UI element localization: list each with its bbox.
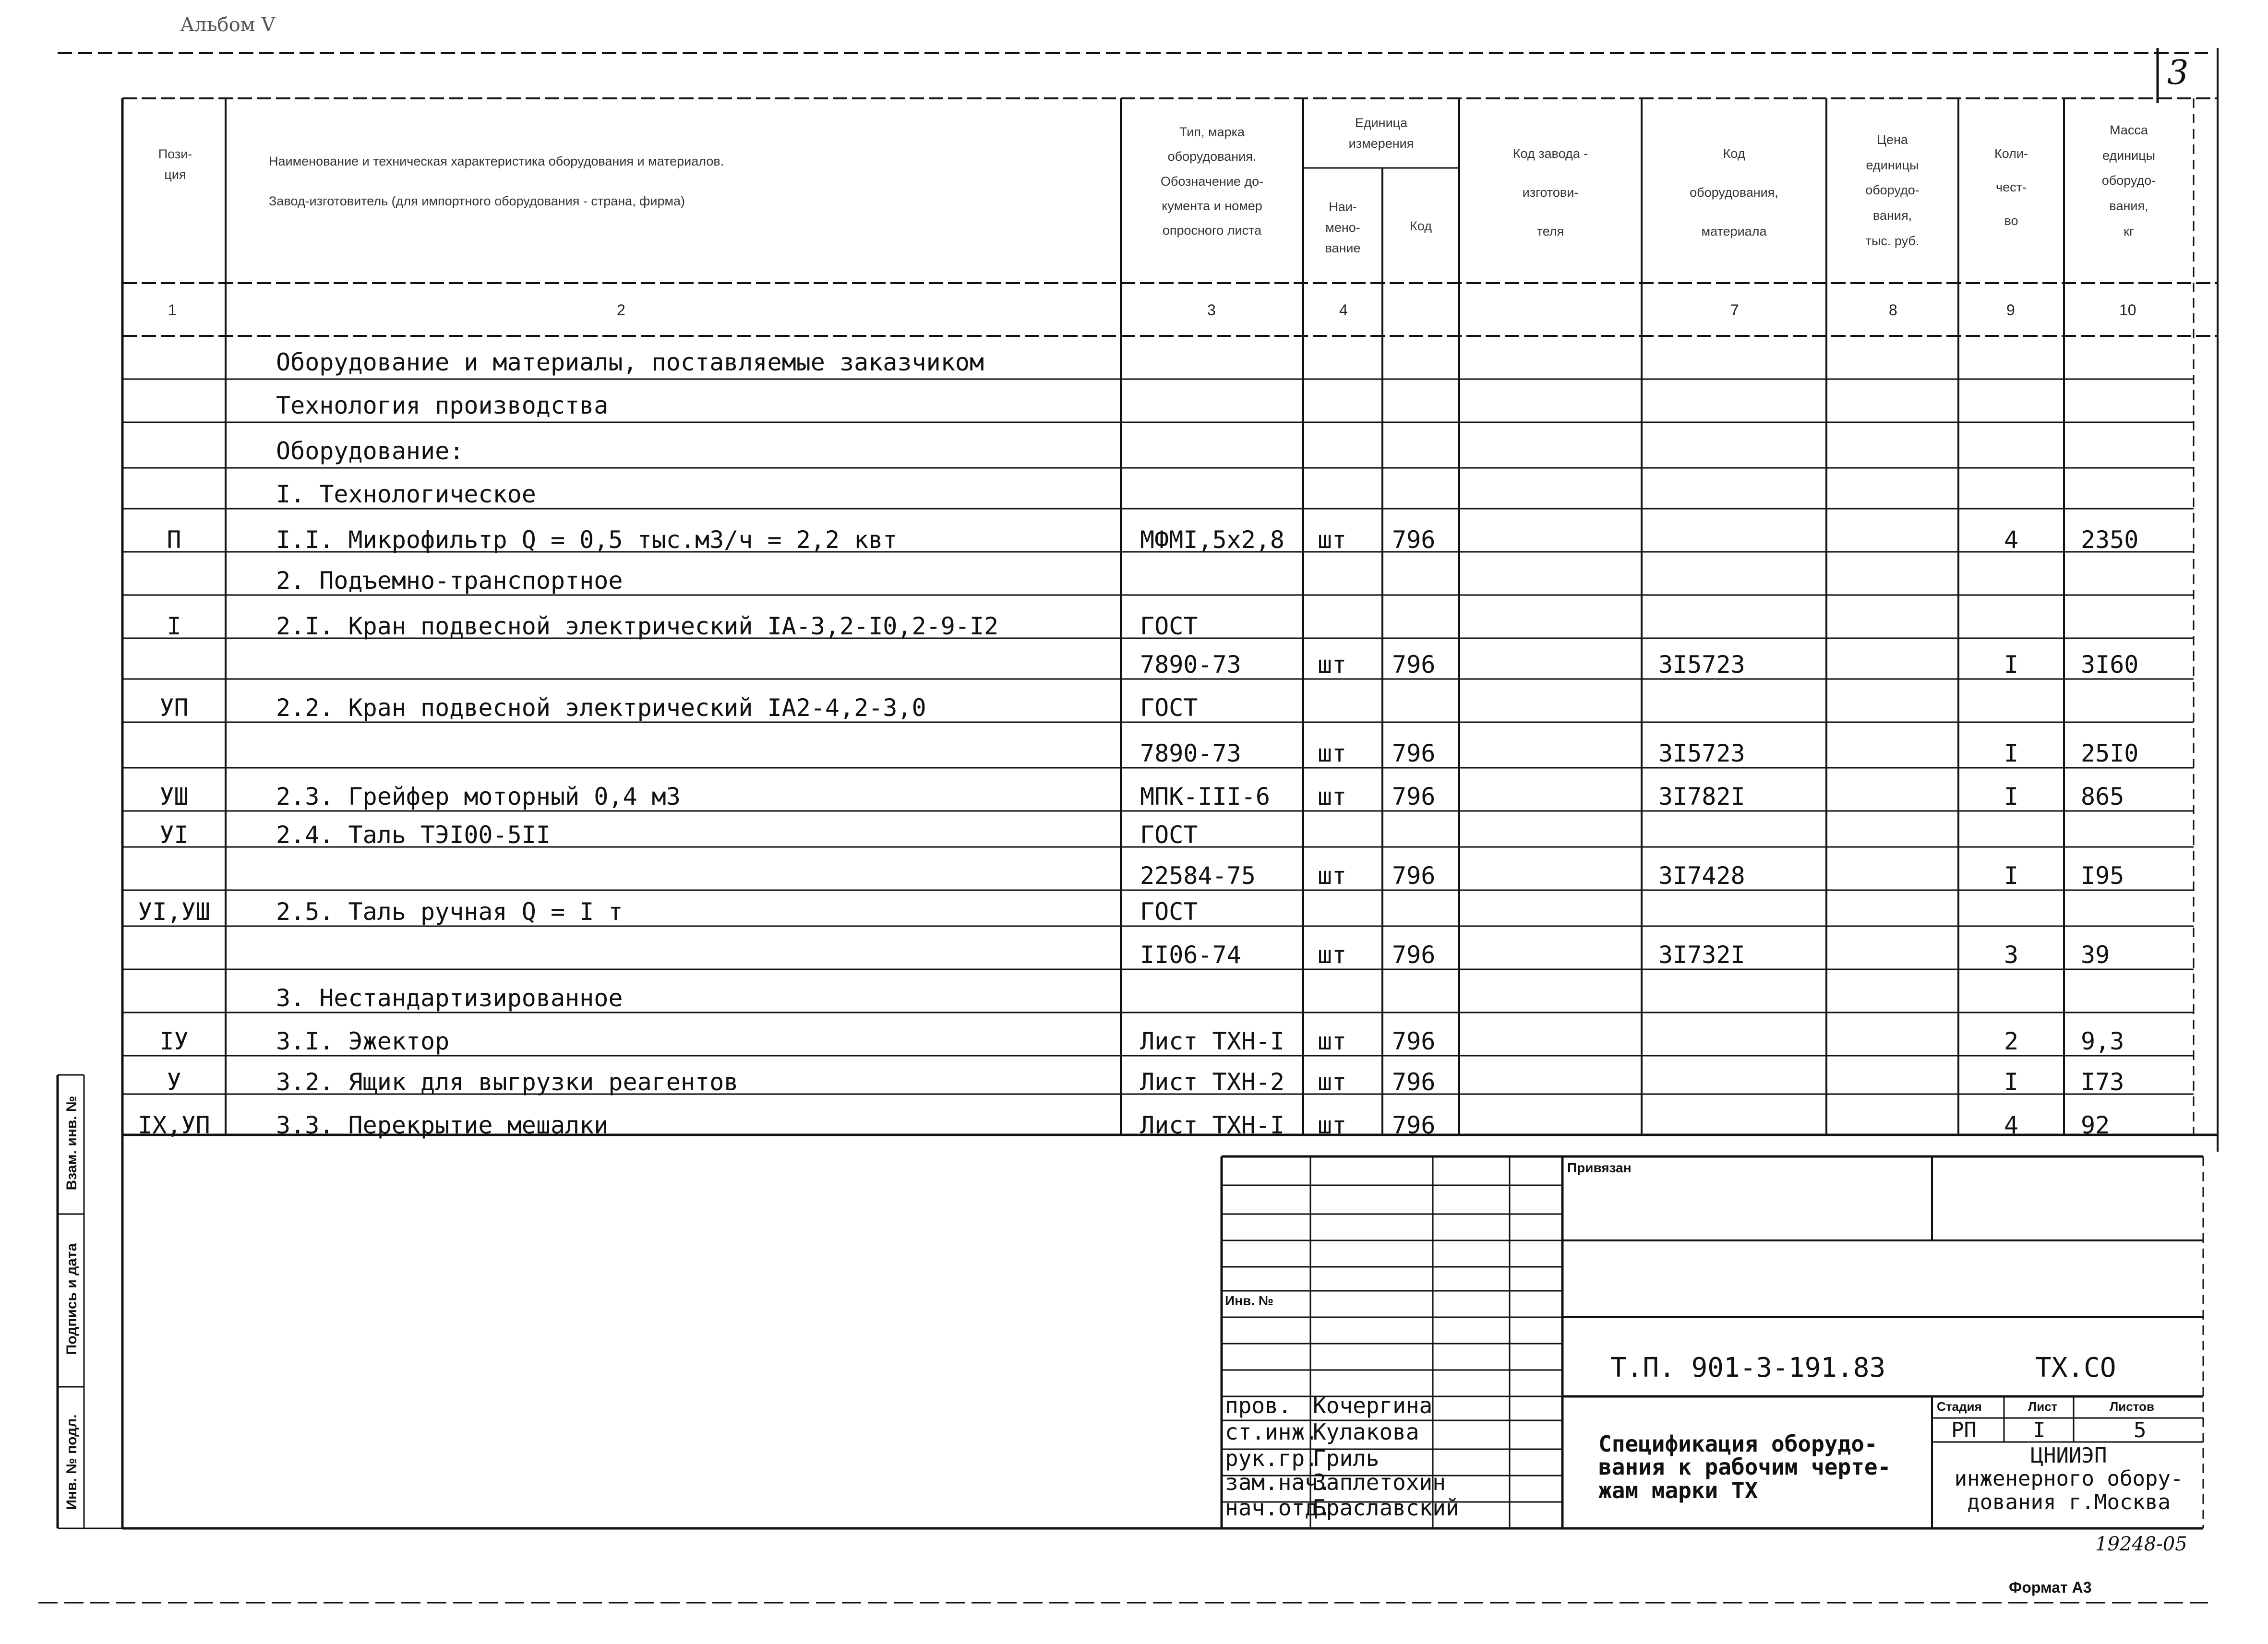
cell-pos: I: [167, 612, 181, 640]
signer-role: рук.гр.: [1225, 1445, 1318, 1471]
cell-qty: I: [2004, 739, 2019, 767]
cell-type: II06-74: [1140, 941, 1241, 969]
header-text: теля: [1536, 224, 1564, 238]
cell-type: Лист ТХН-I: [1140, 1027, 1285, 1055]
column-number: 10: [2119, 301, 2136, 319]
cell-name: Оборудование:: [276, 437, 464, 465]
cell-name: I. Технологическое: [276, 480, 536, 508]
cell-mass: 39: [2081, 941, 2110, 969]
sheet-value: I: [2033, 1418, 2046, 1442]
cell-unit: шт: [1318, 1068, 1347, 1096]
cell-ucode: 796: [1392, 651, 1436, 679]
signer-role: нач.отд.: [1225, 1495, 1332, 1521]
header-position: [127, 144, 223, 185]
header-text: вания,: [2109, 198, 2148, 213]
signer-name: Кочергина: [1313, 1393, 1433, 1418]
cell-name: I.I. Микрофильтр Q = 0,5 тыс.м3/ч = 2,2 квт: [276, 526, 898, 554]
album-label: Альбом V: [180, 14, 276, 36]
cell-qty: I: [2004, 651, 2019, 679]
header-factory-code: [1462, 134, 1639, 251]
header-name: [230, 151, 1114, 212]
signer-name: Браславский: [1313, 1495, 1459, 1521]
sheets-label: Листов: [2110, 1399, 2154, 1414]
header-unit-code: Код: [1410, 219, 1432, 233]
header-unit-group: [1306, 113, 1457, 154]
column-number: 3: [1207, 301, 1216, 319]
cell-name: 3. Нестандартизированное: [276, 984, 623, 1012]
header-text: кг: [2124, 224, 2134, 238]
cell-ucode: 796: [1392, 783, 1436, 810]
column-number: 7: [1730, 301, 1739, 319]
header-text: Обозначение до-: [1160, 174, 1264, 189]
cell-type: МПК-III-6: [1140, 783, 1270, 810]
header-price: [1829, 127, 1956, 253]
cell-code: 3I5723: [1658, 651, 1745, 679]
header-text: тыс. руб.: [1865, 233, 1920, 248]
header-text: вание: [1325, 241, 1361, 256]
header-text: Код завода -: [1512, 146, 1588, 161]
column-number: 4: [1339, 301, 1348, 319]
cell-type: 22584-75: [1140, 862, 1256, 890]
header-text: измерения: [1348, 136, 1414, 151]
cell-unit: шт: [1318, 783, 1347, 810]
org-line: ЦНИИЭП: [2030, 1443, 2107, 1468]
organization: [1937, 1444, 2201, 1514]
doc-title-line: Спецификация оборудо-: [1598, 1431, 1878, 1457]
header-text: оборудо-: [2101, 173, 2156, 188]
header-quantity: [1961, 137, 2062, 238]
signer-name: Заплетохин: [1313, 1469, 1446, 1495]
cell-ucode: 796: [1392, 526, 1436, 554]
header-text: единицы: [2102, 148, 2156, 163]
column-number: 2: [617, 301, 625, 319]
header-text: Завод-изготовитель (для импортного оборудования - страна, фирма): [269, 194, 685, 209]
sheet-label: Лист: [2028, 1399, 2058, 1414]
cell-unit: шт: [1318, 941, 1347, 969]
cell-pos: УШ: [159, 783, 189, 810]
cell-qty: 4: [2004, 1111, 2019, 1139]
signer-role: пров.: [1225, 1393, 1292, 1418]
cell-pos: П: [167, 526, 181, 554]
header-text: Пози-: [158, 147, 192, 161]
stage-label: Стадия: [1937, 1399, 1982, 1414]
cell-unit: шт: [1318, 739, 1347, 767]
header-text: оборудо-: [1865, 183, 1920, 198]
cell-ucode: 796: [1392, 941, 1436, 969]
cell-name: 3.3. Перекрытие мешалки: [276, 1111, 609, 1139]
cell-unit: шт: [1318, 526, 1347, 554]
header-text: единицы: [1866, 157, 1919, 172]
side-stamp-signature: Подпись и дата: [64, 1243, 80, 1355]
archive-number: 19248-05: [2095, 1533, 2187, 1555]
cell-name: Технология производства: [276, 392, 609, 419]
cell-code: 3I732I: [1658, 941, 1745, 969]
header-unit-name: [1306, 197, 1380, 259]
sheets-value: 5: [2134, 1418, 2147, 1442]
cell-mass: 2350: [2081, 526, 2139, 554]
signer-role: зам.нач.: [1225, 1469, 1332, 1495]
inv-no-label: Инв. №: [1225, 1293, 1274, 1308]
cell-mass: 25I0: [2081, 739, 2139, 767]
header-text: Единица: [1355, 116, 1408, 130]
doc-number: Т.П. 901-3-191.83: [1610, 1352, 1886, 1383]
cell-type: ГОСТ: [1140, 898, 1198, 926]
cell-name: 2.5. Таль ручная Q = I т: [276, 898, 623, 926]
header-text: мено-: [1325, 220, 1360, 235]
cell-unit: шт: [1318, 862, 1347, 890]
cell-mass: 9,3: [2081, 1027, 2124, 1055]
cell-mass: I95: [2081, 862, 2124, 890]
column-number: 8: [1889, 301, 1897, 319]
header-text: вания,: [1872, 208, 1912, 223]
doc-code: ТХ.СО: [2035, 1352, 2116, 1383]
signer-name: Кулакова: [1313, 1419, 1419, 1445]
header-type: [1123, 120, 1301, 243]
header-text: Код: [1723, 146, 1745, 161]
header-text: изготови-: [1522, 185, 1579, 200]
cell-name: 2.I. Кран подвесной электрический IА-3,2-I0,2-9-I2: [276, 612, 999, 640]
cell-name: 2. Подъемно-транспортное: [276, 567, 623, 595]
org-line: инженерного обору-: [1954, 1466, 2184, 1491]
cell-type: Лист ТХН-I: [1140, 1111, 1285, 1139]
header-text: материала: [1701, 224, 1767, 238]
org-line: дования г.Москва: [1967, 1489, 2171, 1514]
cell-type: 7890-73: [1140, 651, 1241, 679]
cell-name: 2.4. Таль ТЭI00-5II: [276, 821, 551, 849]
cell-pos: УI,УШ: [138, 898, 210, 926]
cell-type: МФМI,5х2,8: [1140, 526, 1285, 554]
cell-ucode: 796: [1392, 862, 1436, 890]
header-text: оборудования.: [1167, 149, 1257, 164]
cell-name: 3.I. Эжектор: [276, 1027, 450, 1055]
cell-name: 2.2. Кран подвесной электрический IА2-4,2-3,0: [276, 694, 926, 722]
cell-ucode: 796: [1392, 739, 1436, 767]
doc-title-line: вания к рабочим черте-: [1598, 1454, 1891, 1480]
cell-mass: 3I60: [2081, 651, 2139, 679]
column-number: 9: [2006, 301, 2015, 319]
header-text: Коли-: [1994, 146, 2028, 161]
cell-type: Лист ТХН-2: [1140, 1068, 1285, 1096]
signer-name: Гриль: [1313, 1445, 1380, 1471]
cell-type: ГОСТ: [1140, 821, 1198, 849]
header-text: опросного листа: [1162, 223, 1262, 238]
privyazan-label: Привязан: [1567, 1160, 1632, 1175]
page-number: 3: [2167, 53, 2189, 92]
cell-code: 3I7428: [1658, 862, 1745, 890]
header-mass: [2066, 118, 2191, 244]
cell-ucode: 796: [1392, 1068, 1436, 1096]
cell-pos: УП: [159, 694, 189, 722]
cell-name: Оборудование и материалы, поставляемые заказчиком: [276, 348, 984, 376]
header-text: во: [2004, 214, 2018, 228]
cell-pos: IУ: [159, 1027, 189, 1055]
cell-ucode: 796: [1392, 1111, 1436, 1139]
cell-ucode: 796: [1392, 1027, 1436, 1055]
cell-name: 2.3. Грейфер моторный 0,4 м3: [276, 783, 681, 810]
signer-role: ст.инж.: [1225, 1419, 1318, 1445]
header-text: Цена: [1877, 132, 1908, 147]
doc-title: [1598, 1432, 1891, 1502]
cell-pos: УI: [159, 821, 189, 849]
side-stamp-inv: Инв. № подл.: [64, 1414, 80, 1510]
cell-qty: I: [2004, 783, 2019, 810]
cell-type: ГОСТ: [1140, 612, 1198, 640]
cell-type: 7890-73: [1140, 739, 1241, 767]
cell-name: 3.2. Ящик для выгрузки реагентов: [276, 1068, 739, 1096]
doc-title-line: жам марки ТХ: [1598, 1477, 1758, 1503]
cell-qty: I: [2004, 1068, 2019, 1096]
cell-qty: 4: [2004, 526, 2019, 554]
header-text: Наименование и техническая характеристика оборудования и материалов.: [269, 154, 724, 168]
cell-mass: I73: [2081, 1068, 2124, 1096]
format-label: Формат А3: [2009, 1579, 2092, 1596]
header-text: Масса: [2110, 123, 2148, 137]
cell-unit: шт: [1318, 651, 1347, 679]
cell-code: 3I5723: [1658, 739, 1745, 767]
cell-pos: У: [167, 1068, 181, 1096]
header-text: Тип, марка: [1179, 125, 1245, 139]
cell-qty: 2: [2004, 1027, 2019, 1055]
cell-pos: IХ,УП: [138, 1111, 210, 1139]
header-text: чест-: [1996, 180, 2027, 195]
header-text: оборудования,: [1690, 185, 1778, 200]
cell-qty: I: [2004, 862, 2019, 890]
cell-unit: шт: [1318, 1027, 1347, 1055]
header-text: Наи-: [1329, 200, 1357, 214]
header-text: кумента и номер: [1162, 198, 1262, 213]
side-stamp-replace: Взам. инв. №: [64, 1096, 80, 1191]
cell-qty: 3: [2004, 941, 2019, 969]
header-equipment-code: [1644, 134, 1824, 251]
stage-value: РП: [1951, 1418, 1977, 1442]
cell-mass: 865: [2081, 783, 2124, 810]
column-number: 1: [168, 301, 177, 319]
cell-type: ГОСТ: [1140, 694, 1198, 722]
cell-unit: шт: [1318, 1111, 1347, 1139]
header-text: ция: [164, 167, 186, 182]
cell-mass: 92: [2081, 1111, 2110, 1139]
cell-code: 3I782I: [1658, 783, 1745, 810]
